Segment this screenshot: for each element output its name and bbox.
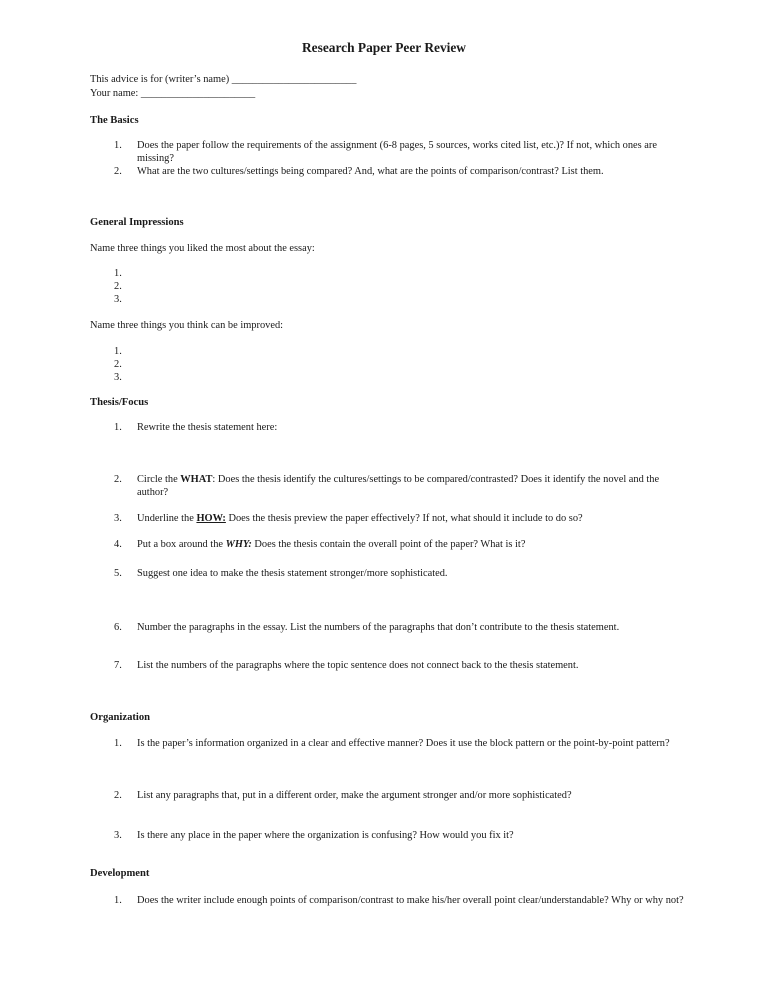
list-number: 1. xyxy=(114,140,122,151)
list-number: 6. xyxy=(114,622,122,633)
thesis-question-5: Suggest one idea to make the thesis statement stronger/more sophisticated. xyxy=(137,568,448,579)
emphasis-why: WHY: xyxy=(225,539,252,550)
list-number: 3. xyxy=(114,372,122,383)
list-number: 3. xyxy=(114,830,122,841)
improve-prompt: Name three things you think can be improved: xyxy=(90,320,284,331)
list-number: 1. xyxy=(114,422,122,433)
section-heading-basics: The Basics xyxy=(90,115,139,126)
page-title: Research Paper Peer Review xyxy=(302,40,466,55)
list-number: 1. xyxy=(114,346,122,357)
list-number: 1. xyxy=(114,738,122,749)
basics-question-2: What are the two cultures/settings being compared? And, what are the points of comparison/contrast? List them. xyxy=(137,166,604,177)
list-number: 2. xyxy=(114,359,122,370)
organization-question-3: Is there any place in the paper where the organization is confusing? How would you fix it? xyxy=(137,830,514,841)
list-number: 2. xyxy=(114,790,122,801)
thesis-question-4: Put a box around the WHY: Does the thesis contain the overall point of the paper? What is it? xyxy=(137,539,526,550)
emphasis-how: HOW: xyxy=(196,513,226,524)
organization-question-2: List any paragraphs that, put in a different order, make the argument stronger and/or more sophisticated? xyxy=(137,790,572,801)
list-number: 1. xyxy=(114,895,122,906)
list-number: 1. xyxy=(114,268,122,279)
section-heading-organization: Organization xyxy=(90,712,151,723)
your-name-line: Your name: ______________________ xyxy=(90,88,256,99)
section-heading-development: Development xyxy=(90,868,150,879)
thesis-question-7: List the numbers of the paragraphs where the topic sentence does not connect back to the thesis statement. xyxy=(137,660,579,671)
thesis-question-2: Circle the WHAT: Does the thesis identify the cultures/settings to be compared/contrasted? Does it identify the novel and the author? xyxy=(137,474,660,498)
list-number: 2. xyxy=(114,166,122,177)
emphasis-what: WHAT xyxy=(180,474,213,485)
thesis-question-6: Number the paragraphs in the essay. List the numbers of the paragraphs that don’t contribute to the thesis statement. xyxy=(137,622,620,633)
list-number: 7. xyxy=(114,660,122,671)
list-number: 2. xyxy=(114,281,122,292)
list-number: 3. xyxy=(114,294,122,305)
list-number: 2. xyxy=(114,474,122,485)
section-heading-thesis: Thesis/Focus xyxy=(90,397,149,408)
thesis-question-1: Rewrite the thesis statement here: xyxy=(137,422,278,433)
organization-question-1: Is the paper’s information organized in a clear and effective manner? Does it use the block pattern or the point-by-point pattern? xyxy=(137,738,670,749)
section-heading-general: General Impressions xyxy=(90,217,184,228)
thesis-question-3: Underline the HOW: Does the thesis preview the paper effectively? If not, what should it include to do so? xyxy=(137,513,583,524)
list-number: 3. xyxy=(114,513,122,524)
development-question-1: Does the writer include enough points of comparison/contrast to make his/her overall point clear/understandable? Why or why not? xyxy=(137,895,684,906)
basics-question-1: Does the paper follow the requirements of the assignment (6-8 pages, 5 sources, works cited list, etc.)? If not, which ones are missing? xyxy=(137,140,657,164)
writer-name-line: This advice is for (writer’s name) ________________________ xyxy=(90,74,357,85)
list-number: 4. xyxy=(114,539,122,550)
liked-prompt: Name three things you liked the most about the essay: xyxy=(90,243,315,254)
list-number: 5. xyxy=(114,568,122,579)
